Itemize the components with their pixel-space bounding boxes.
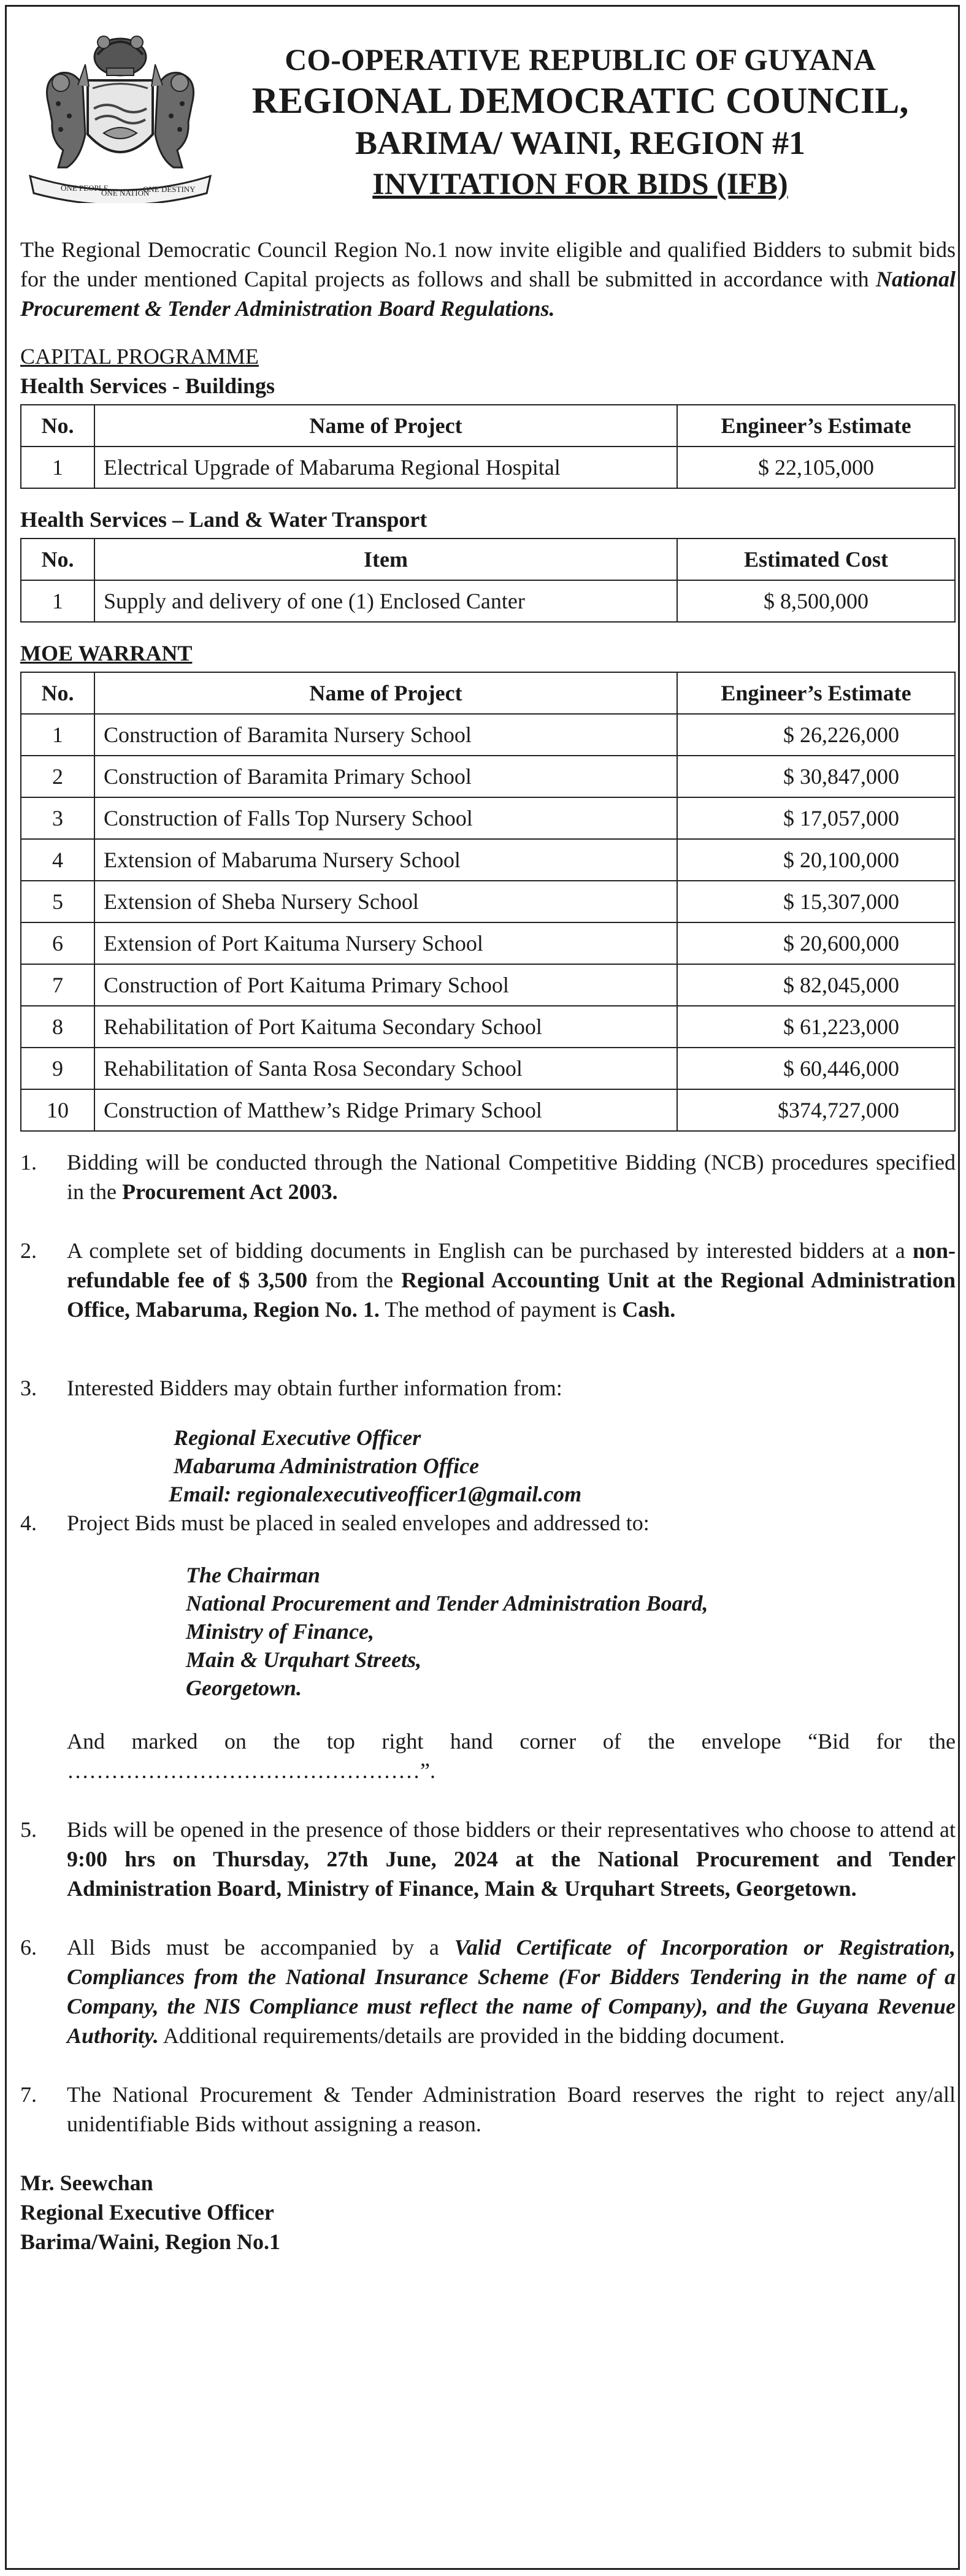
signatory-region: Barima/Waini, Region No.1 [20, 2229, 281, 2254]
clause-text: The National Procurement & Tender Administration Board reserves the right to reject any/all unidentifiable Bids without assigning a reason. [67, 2082, 956, 2136]
moe-warrant-heading: MOE WARRANT [20, 641, 193, 665]
row-amount: $ 15,307,000 [677, 881, 955, 922]
row-no: 10 [21, 1089, 94, 1131]
clause-number: 1. [20, 1150, 37, 1175]
clause-text: Bidding will be conducted through the National Competitive Bidding (NCB) procedures specified in the Procurement Act 2003. [67, 1150, 956, 1204]
signatory-title: Regional Executive Officer [20, 2200, 274, 2225]
table-row [21, 839, 955, 881]
col-no: No. [21, 405, 94, 447]
health-buildings-table [20, 404, 956, 489]
clause-text: Project Bids must be placed in sealed envelopes and addressed to: [67, 1511, 650, 1535]
clause-1 [20, 1148, 956, 1206]
row-name: Extension of Mabaruma Nursery School [94, 839, 677, 881]
col-no: No. [21, 672, 94, 714]
clause-number: 7. [20, 2082, 37, 2107]
clause-text: A complete set of bidding documents in English can be purchased by interested bidders at a non-refundable fee of $ 3,500 from the Regional Accounting Unit at the Regional Administration Office, Mabaruma, Region No. 1. The method of payment is Cash. [67, 1238, 956, 1322]
title-block [215, 40, 945, 203]
regulations-emphasis: National Procurement & Tender Administration Board Regulations. [20, 267, 956, 321]
row-name: Extension of Sheba Nursery School [94, 881, 677, 922]
clause-2 [20, 1236, 956, 1324]
council-title: REGIONAL DEMOCRATIC COUNCIL, [251, 80, 909, 121]
row-no: 6 [21, 922, 94, 964]
row-name: Construction of Falls Top Nursery School [94, 797, 677, 839]
table-row [21, 447, 955, 488]
row-name: Construction of Matthew’s Ridge Primary School [94, 1089, 677, 1131]
clause-number: 3. [20, 1376, 37, 1400]
row-amount: $374,727,000 [677, 1089, 955, 1131]
row-amount: $ 17,057,000 [677, 797, 955, 839]
row-name: Rehabilitation of Santa Rosa Secondary School [94, 1048, 677, 1089]
table-row [21, 756, 955, 797]
table-header-row [21, 405, 955, 447]
row-amount: $ 22,105,000 [677, 447, 955, 488]
table-row [21, 1006, 955, 1048]
motto-word-1: ONE PEOPLE [61, 183, 109, 193]
row-amount: $ 26,226,000 [677, 714, 955, 756]
health-transport-heading: Health Services – Land & Water Transport [20, 507, 427, 532]
address-line: Ministry of Finance, [186, 1619, 375, 1644]
motto-word-3: ONE DESTINY [143, 185, 196, 194]
row-name: Construction of Baramita Nursery School [94, 714, 677, 756]
envelope-marking-text: And marked on the top right hand corner of the envelope “Bid for the …………………………………………”. [67, 1729, 956, 1783]
table-row [21, 881, 955, 922]
row-no: 3 [21, 797, 94, 839]
clause-text: Bids will be opened in the presence of those bidders or their representatives who choose to attend at 9:00 hrs on Thursday, 27th June, 2024 at the National Procurement and Tender Administration Board, Ministry of Finance, Main & Urquhart Streets, Georgetown. [67, 1817, 956, 1901]
country-title: CO-OPERATIVE REPUBLIC OF GUYANA [285, 42, 876, 77]
address-line: Georgetown. [186, 1676, 302, 1700]
row-amount: $ 60,446,000 [677, 1048, 955, 1089]
clause-4 [20, 1508, 956, 1538]
row-amount: $ 82,045,000 [677, 964, 955, 1006]
region-title: BARIMA/ WAINI, REGION #1 [355, 125, 806, 161]
clause-3 [20, 1373, 956, 1403]
row-no: 4 [21, 839, 94, 881]
contact-email: Email: regionalexecutiveofficer1@gmail.com [169, 1482, 582, 1506]
table-row [21, 964, 955, 1006]
row-name: Electrical Upgrade of Mabaruma Regional Hospital [94, 447, 677, 488]
clause-number: 5. [20, 1817, 37, 1842]
col-name: Name of Project [94, 672, 677, 714]
row-no: 1 [21, 447, 94, 488]
notice-frame [5, 5, 960, 2570]
row-no: 8 [21, 1006, 94, 1048]
address-line: The Chairman [186, 1563, 321, 1587]
motto-word-2: ONE NATION [101, 188, 150, 197]
table-row [21, 1089, 955, 1131]
info-contact-address [20, 1424, 956, 1508]
bid-delivery-address [20, 1561, 956, 1702]
address-line: National Procurement and Tender Administration Board, [186, 1591, 708, 1616]
clause-number: 2. [20, 1238, 37, 1263]
row-no: 2 [21, 756, 94, 797]
col-item: Item [94, 539, 677, 580]
capital-programme-heading: CAPITAL PROGRAMME [20, 344, 259, 369]
table-row [21, 714, 955, 756]
signatory-name: Mr. Seewchan [20, 2171, 153, 2195]
clause-5 [20, 1815, 956, 1903]
row-amount: $ 30,847,000 [677, 756, 955, 797]
clause-6 [20, 1933, 956, 2050]
row-amount: $ 61,223,000 [677, 1006, 955, 1048]
clause-7 [20, 2080, 956, 2139]
row-no: 1 [21, 714, 94, 756]
clause-text: All Bids must be accompanied by a Valid Certificate of Incorporation or Registration, Compliances from the National Insurance Scheme (For Bidders Tendering in the name of a Company, the NIS Compliance must reflect the name of Company), and the Guyana Revenue Authority. Additional requirements/details are provided in the bidding document. [67, 1935, 956, 2048]
envelope-marking-note [20, 1727, 956, 1785]
moe-warrant-table [20, 672, 956, 1132]
address-line: Regional Executive Officer [174, 1425, 421, 1450]
col-estimate: Engineer’s Estimate [677, 672, 955, 714]
intro-paragraph: The Regional Democratic Council Region No.1 now invite eligible and qualified Bidders to submit bids for the under mentioned Capital projects as follows and shall be submitted in accordance with National Procurement & Tender Administration Board Regulations. [20, 237, 956, 321]
row-amount: $ 20,100,000 [677, 839, 955, 881]
table-row [21, 1048, 955, 1089]
row-amount: $ 8,500,000 [677, 580, 955, 622]
table-header-row [21, 539, 955, 580]
table-header-row [21, 672, 955, 714]
table-row [21, 922, 955, 964]
health-transport-table [20, 538, 956, 623]
row-name: Extension of Port Kaituma Nursery School [94, 922, 677, 964]
row-name: Construction of Port Kaituma Primary School [94, 964, 677, 1006]
clause-number: 4. [20, 1511, 37, 1535]
ifb-title: INVITATION FOR BIDS (IFB) [372, 166, 788, 201]
row-no: 7 [21, 964, 94, 1006]
signature-block [20, 2168, 956, 2256]
row-name: Construction of Baramita Primary School [94, 756, 677, 797]
col-estimate: Engineer’s Estimate [677, 405, 955, 447]
col-cost: Estimated Cost [677, 539, 955, 580]
coat-of-arms-icon [24, 30, 217, 203]
row-name: Supply and delivery of one (1) Enclosed Canter [94, 580, 677, 622]
row-amount: $ 20,600,000 [677, 922, 955, 964]
row-name: Rehabilitation of Port Kaituma Secondary School [94, 1006, 677, 1048]
row-no: 5 [21, 881, 94, 922]
header [7, 7, 962, 215]
clause-number: 6. [20, 1935, 37, 1960]
row-no: 1 [21, 580, 94, 622]
table-row [21, 580, 955, 622]
col-no: No. [21, 539, 94, 580]
address-line: Mabaruma Administration Office [174, 1454, 480, 1478]
clause-text: Interested Bidders may obtain further information from: [67, 1376, 562, 1400]
row-no: 9 [21, 1048, 94, 1089]
health-buildings-heading: Health Services - Buildings [20, 374, 275, 398]
address-line: Main & Urquhart Streets, [186, 1647, 422, 1672]
table-row [21, 797, 955, 839]
notice-body [20, 235, 956, 2256]
col-name: Name of Project [94, 405, 677, 447]
